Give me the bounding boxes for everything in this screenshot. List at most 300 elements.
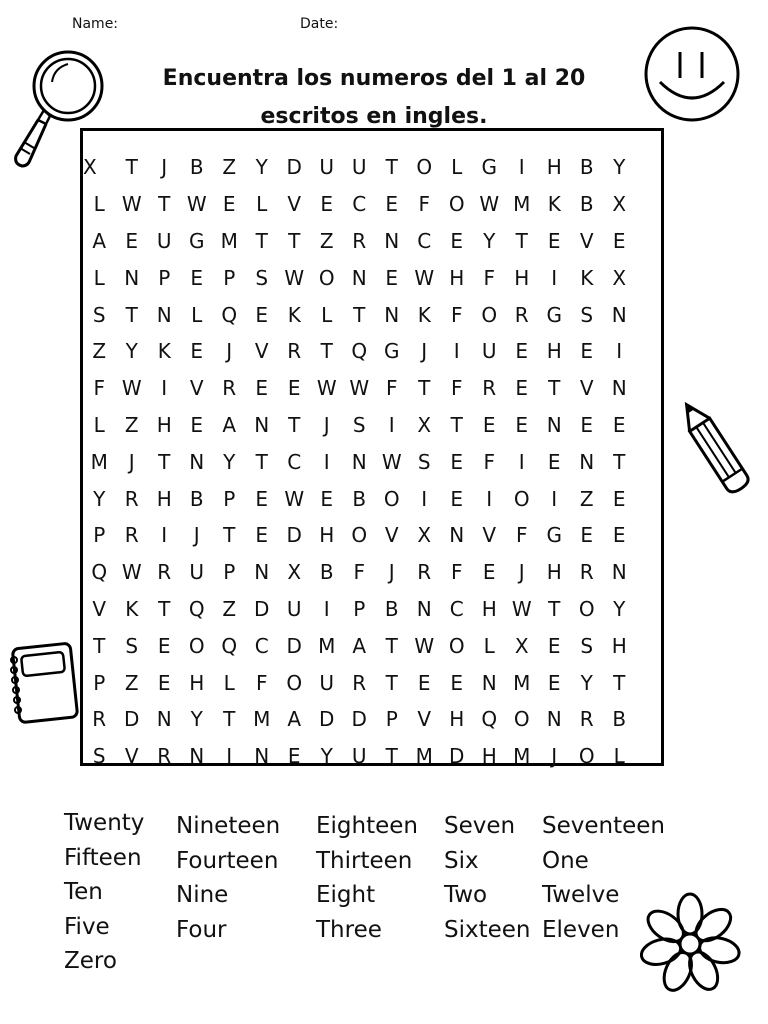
grid-letter[interactable]: O: [286, 670, 303, 695]
grid-letter[interactable]: G: [481, 155, 497, 180]
grid-letter[interactable]: K: [125, 596, 139, 621]
grid-letter[interactable]: Y: [255, 155, 268, 180]
grid-letter[interactable]: K: [287, 302, 301, 327]
grid-letter[interactable]: Q: [481, 707, 498, 732]
grid-letter[interactable]: G: [546, 523, 562, 548]
grid-letter[interactable]: E: [287, 744, 301, 769]
grid-letter[interactable]: H: [546, 339, 562, 364]
grid-letter[interactable]: H: [546, 155, 562, 180]
grid-letter[interactable]: B: [384, 596, 399, 621]
grid-letter[interactable]: T: [450, 412, 463, 437]
grid-letter[interactable]: N: [579, 449, 595, 474]
grid-letter[interactable]: N: [156, 707, 172, 732]
grid-letter[interactable]: S: [125, 633, 139, 658]
grid-letter[interactable]: J: [551, 744, 558, 769]
grid-letter[interactable]: W: [121, 560, 142, 585]
grid-letter[interactable]: E: [547, 228, 561, 253]
grid-letter[interactable]: E: [482, 560, 496, 585]
grid-letter[interactable]: D: [254, 596, 270, 621]
grid-letter[interactable]: Y: [93, 486, 106, 511]
grid-letter[interactable]: D: [286, 523, 302, 548]
grid-letter[interactable]: H: [514, 265, 530, 290]
grid-letter[interactable]: D: [351, 707, 367, 732]
grid-letter[interactable]: C: [254, 633, 269, 658]
grid-letter[interactable]: T: [125, 302, 138, 327]
grid-letter[interactable]: T: [255, 228, 268, 253]
grid-letter[interactable]: P: [223, 486, 236, 511]
grid-letter[interactable]: Q: [188, 596, 205, 621]
grid-letter[interactable]: Y: [483, 228, 496, 253]
grid-letter[interactable]: Y: [320, 744, 333, 769]
grid-letter[interactable]: V: [287, 192, 302, 217]
grid-letter[interactable]: B: [189, 155, 204, 180]
grid-letter[interactable]: J: [128, 449, 135, 474]
grid-letter[interactable]: E: [450, 449, 464, 474]
grid-letter[interactable]: E: [417, 670, 431, 695]
grid-letter[interactable]: M: [253, 707, 271, 732]
grid-letter[interactable]: N: [254, 744, 270, 769]
grid-letter[interactable]: I: [551, 265, 558, 290]
grid-letter[interactable]: C: [287, 449, 302, 474]
grid-letter[interactable]: O: [448, 633, 465, 658]
grid-letter[interactable]: Q: [91, 560, 108, 585]
grid-letter[interactable]: Y: [613, 596, 626, 621]
grid-letter[interactable]: I: [226, 744, 233, 769]
grid-letter[interactable]: N: [546, 707, 562, 732]
grid-letter[interactable]: V: [482, 523, 497, 548]
grid-letter[interactable]: E: [450, 670, 464, 695]
grid-letter[interactable]: R: [417, 560, 432, 585]
grid-letter[interactable]: S: [255, 265, 269, 290]
grid-letter[interactable]: N: [254, 412, 270, 437]
grid-letter[interactable]: W: [479, 192, 500, 217]
grid-letter[interactable]: T: [223, 707, 236, 732]
grid-letter[interactable]: I: [323, 596, 330, 621]
grid-letter[interactable]: L: [321, 302, 333, 327]
grid-letter[interactable]: O: [448, 192, 465, 217]
grid-letter[interactable]: A: [287, 707, 302, 732]
grid-letter[interactable]: H: [449, 707, 465, 732]
grid-letter[interactable]: L: [451, 155, 463, 180]
grid-letter[interactable]: W: [186, 192, 207, 217]
grid-letter[interactable]: D: [286, 633, 302, 658]
grid-letter[interactable]: E: [157, 633, 171, 658]
grid-letter[interactable]: T: [288, 228, 301, 253]
grid-letter[interactable]: X: [612, 192, 627, 217]
grid-letter[interactable]: L: [223, 670, 235, 695]
grid-letter[interactable]: D: [124, 707, 140, 732]
grid-letter[interactable]: E: [385, 265, 399, 290]
grid-letter[interactable]: E: [580, 523, 594, 548]
grid-letter[interactable]: T: [385, 670, 398, 695]
grid-letter[interactable]: F: [483, 449, 495, 474]
grid-letter[interactable]: S: [417, 449, 431, 474]
grid-letter[interactable]: L: [483, 633, 495, 658]
grid-letter[interactable]: P: [158, 265, 171, 290]
grid-letter[interactable]: I: [551, 486, 558, 511]
grid-letter[interactable]: W: [121, 376, 142, 401]
grid-letter[interactable]: E: [320, 486, 334, 511]
grid-letter[interactable]: D: [319, 707, 335, 732]
grid-letter[interactable]: B: [612, 707, 627, 732]
grid-letter[interactable]: H: [189, 670, 205, 695]
grid-letter[interactable]: I: [616, 339, 623, 364]
grid-letter[interactable]: U: [481, 339, 497, 364]
pencil-icon: [676, 392, 756, 508]
word-item: Fourteen: [176, 847, 279, 874]
grid-letter[interactable]: R: [352, 228, 367, 253]
grid-letter[interactable]: T: [613, 449, 626, 474]
grid-letter[interactable]: O: [416, 155, 433, 180]
grid-letter[interactable]: V: [189, 376, 204, 401]
grid-letter[interactable]: R: [124, 523, 139, 548]
grid-letter[interactable]: P: [93, 670, 106, 695]
grid-letter[interactable]: E: [157, 670, 171, 695]
grid-letter[interactable]: Z: [319, 228, 334, 253]
grid-letter[interactable]: T: [385, 744, 398, 769]
grid-letter[interactable]: E: [450, 228, 464, 253]
grid-letter[interactable]: O: [513, 707, 530, 732]
grid-letter[interactable]: W: [349, 376, 370, 401]
grid-letter[interactable]: Q: [221, 302, 238, 327]
grid-letter[interactable]: H: [156, 486, 172, 511]
grid-letter[interactable]: F: [385, 376, 398, 401]
grid-letter[interactable]: F: [450, 376, 463, 401]
grid-letter[interactable]: R: [579, 707, 594, 732]
grid-letter[interactable]: W: [284, 486, 305, 511]
notebook-icon: [4, 640, 80, 726]
grid-letter[interactable]: F: [255, 670, 268, 695]
grid-letter[interactable]: D: [286, 155, 302, 180]
word-column-4: [444, 809, 531, 947]
grid-letter[interactable]: K: [547, 192, 561, 217]
grid-letter[interactable]: R: [287, 339, 302, 364]
grid-letter[interactable]: H: [546, 560, 562, 585]
grid-letter[interactable]: M: [90, 449, 108, 474]
grid-letter[interactable]: I: [453, 339, 460, 364]
grid-letter[interactable]: I: [388, 412, 395, 437]
grid-letter[interactable]: R: [157, 744, 172, 769]
grid-letter[interactable]: E: [255, 486, 269, 511]
grid-letter[interactable]: J: [193, 523, 200, 548]
grid-letter[interactable]: E: [190, 339, 204, 364]
word-item: Nine: [176, 882, 229, 908]
grid-letter[interactable]: N: [481, 670, 497, 695]
grid-letter[interactable]: R: [92, 707, 107, 732]
grid-letter[interactable]: V: [417, 707, 432, 732]
grid-letter[interactable]: M: [220, 228, 238, 253]
grid-letter[interactable]: K: [417, 302, 431, 327]
grid-letter[interactable]: S: [580, 302, 594, 327]
grid-letter[interactable]: U: [286, 596, 302, 621]
grid-letter[interactable]: I: [161, 523, 168, 548]
grid-letter[interactable]: J: [226, 339, 233, 364]
grid-letter[interactable]: W: [414, 265, 435, 290]
grid-letter[interactable]: F: [93, 376, 105, 401]
flower-icon: [640, 886, 742, 996]
grid-letter[interactable]: O: [351, 523, 368, 548]
grid-letter[interactable]: F: [515, 523, 528, 548]
grid-letter[interactable]: N: [449, 523, 465, 548]
grid-letter[interactable]: Z: [124, 670, 139, 695]
word-item: Three: [316, 916, 382, 943]
grid-letter[interactable]: L: [613, 744, 625, 769]
grid-letter[interactable]: U: [351, 744, 367, 769]
grid-letter[interactable]: E: [547, 670, 561, 695]
grid-letter[interactable]: E: [482, 412, 496, 437]
grid-letter[interactable]: L: [256, 192, 268, 217]
grid-letter[interactable]: I: [161, 376, 168, 401]
grid-letter[interactable]: R: [352, 670, 367, 695]
grid-letter[interactable]: U: [319, 670, 335, 695]
grid-letter[interactable]: X: [287, 560, 302, 585]
grid-letter[interactable]: Z: [222, 155, 237, 180]
grid-letter[interactable]: J: [388, 560, 395, 585]
grid-letter[interactable]: R: [222, 376, 237, 401]
grid-letter[interactable]: E: [612, 412, 626, 437]
grid-letter[interactable]: N: [611, 376, 627, 401]
grid-letter[interactable]: N: [611, 302, 627, 327]
grid-letter[interactable]: T: [385, 633, 398, 658]
grid-letter[interactable]: T: [158, 192, 171, 217]
grid-letter[interactable]: C: [417, 228, 432, 253]
grid-letter[interactable]: I: [486, 486, 493, 511]
grid-letter[interactable]: J: [518, 560, 525, 585]
grid-letter[interactable]: Z: [222, 596, 237, 621]
grid-letter[interactable]: L: [93, 412, 105, 437]
grid-letter[interactable]: E: [612, 486, 626, 511]
grid-letter[interactable]: I: [518, 155, 525, 180]
grid-letter[interactable]: X: [83, 155, 97, 180]
grid-letter[interactable]: E: [125, 228, 139, 253]
grid-letter[interactable]: T: [288, 412, 301, 437]
grid-letter[interactable]: W: [284, 265, 305, 290]
grid-letter[interactable]: T: [223, 523, 236, 548]
grid-letter[interactable]: R: [579, 560, 594, 585]
grid-letter[interactable]: H: [319, 523, 335, 548]
grid-letter[interactable]: V: [92, 596, 107, 621]
grid-letter[interactable]: J: [421, 339, 428, 364]
grid-letter[interactable]: M: [513, 670, 531, 695]
grid-letter[interactable]: T: [548, 596, 561, 621]
grid-letter[interactable]: H: [156, 412, 172, 437]
grid-letter[interactable]: Y: [125, 339, 138, 364]
grid-letter[interactable]: P: [223, 265, 236, 290]
grid-letter[interactable]: B: [579, 155, 594, 180]
grid-letter[interactable]: E: [255, 376, 269, 401]
grid-letter[interactable]: U: [156, 228, 172, 253]
grid-letter[interactable]: Y: [613, 155, 626, 180]
grid-letter[interactable]: O: [513, 486, 530, 511]
grid-letter[interactable]: X: [417, 523, 432, 548]
grid-letter[interactable]: T: [158, 596, 171, 621]
grid-letter[interactable]: W: [511, 596, 532, 621]
grid-letter[interactable]: R: [124, 486, 139, 511]
grid-letter[interactable]: D: [449, 744, 465, 769]
grid-letter[interactable]: G: [189, 228, 205, 253]
grid-letter[interactable]: E: [385, 192, 399, 217]
word-item: Twenty: [64, 810, 145, 836]
grid-letter[interactable]: E: [255, 523, 269, 548]
grid-letter[interactable]: O: [578, 744, 595, 769]
grid-letter[interactable]: E: [612, 228, 626, 253]
grid-letter[interactable]: I: [421, 486, 428, 511]
grid-letter[interactable]: T: [548, 376, 561, 401]
grid-letter[interactable]: F: [450, 302, 463, 327]
grid-letter[interactable]: A: [352, 633, 367, 658]
grid-letter[interactable]: K: [580, 265, 594, 290]
grid-letter[interactable]: H: [611, 633, 627, 658]
grid-letter[interactable]: M: [513, 192, 531, 217]
grid-letter[interactable]: N: [384, 302, 400, 327]
grid-letter[interactable]: F: [450, 560, 463, 585]
grid-letter[interactable]: E: [515, 412, 529, 437]
grid-letter[interactable]: T: [353, 302, 366, 327]
grid-letter[interactable]: M: [513, 744, 531, 769]
grid-letter[interactable]: Q: [221, 633, 238, 658]
grid-letter[interactable]: V: [254, 339, 269, 364]
grid-letter[interactable]: J: [323, 412, 330, 437]
grid-letter[interactable]: Z: [92, 339, 107, 364]
grid-letter[interactable]: Y: [223, 449, 236, 474]
grid-letter[interactable]: E: [612, 523, 626, 548]
letter-grid: [83, 131, 636, 775]
grid-letter[interactable]: A: [92, 228, 107, 253]
grid-letter[interactable]: W: [316, 376, 337, 401]
grid-letter[interactable]: O: [318, 265, 335, 290]
grid-letter[interactable]: F: [418, 192, 430, 217]
grid-letter[interactable]: U: [351, 155, 367, 180]
grid-letter[interactable]: V: [579, 228, 594, 253]
grid-letter[interactable]: E: [515, 376, 529, 401]
grid-letter[interactable]: I: [518, 449, 525, 474]
grid-letter[interactable]: P: [353, 596, 366, 621]
grid-letter[interactable]: A: [222, 412, 237, 437]
grid-letter[interactable]: N: [156, 302, 172, 327]
grid-letter[interactable]: E: [547, 449, 561, 474]
grid-letter[interactable]: T: [93, 633, 106, 658]
grid-letter[interactable]: M: [415, 744, 433, 769]
grid-letter[interactable]: S: [92, 302, 106, 327]
grid-letter[interactable]: P: [385, 707, 398, 732]
grid-letter[interactable]: Q: [351, 339, 368, 364]
grid-letter[interactable]: Y: [580, 670, 593, 695]
grid-letter[interactable]: H: [481, 744, 497, 769]
grid-letter[interactable]: Y: [190, 707, 203, 732]
grid-letter[interactable]: F: [483, 265, 495, 290]
grid-letter[interactable]: V: [124, 744, 139, 769]
grid-letter[interactable]: G: [546, 302, 562, 327]
grid-letter[interactable]: R: [482, 376, 497, 401]
grid-letter[interactable]: B: [579, 192, 594, 217]
grid-letter[interactable]: E: [320, 192, 334, 217]
grid-letter[interactable]: E: [255, 302, 269, 327]
grid-letter[interactable]: U: [319, 155, 335, 180]
grid-letter[interactable]: O: [578, 596, 595, 621]
grid-letter[interactable]: I: [323, 449, 330, 474]
grid-letter[interactable]: S: [352, 412, 366, 437]
grid-letter[interactable]: T: [125, 155, 138, 180]
grid-letter[interactable]: E: [547, 633, 561, 658]
grid-letter[interactable]: N: [189, 744, 205, 769]
grid-letter[interactable]: W: [381, 449, 402, 474]
grid-letter[interactable]: N: [124, 265, 140, 290]
word-item: Two: [444, 882, 488, 908]
grid-letter[interactable]: N: [611, 560, 627, 585]
word-item: Thirteen: [316, 847, 413, 874]
grid-letter[interactable]: N: [189, 449, 205, 474]
grid-letter[interactable]: C: [352, 192, 367, 217]
grid-letter[interactable]: S: [92, 744, 106, 769]
grid-letter[interactable]: O: [481, 302, 498, 327]
grid-letter[interactable]: X: [612, 265, 627, 290]
grid-letter[interactable]: N: [351, 265, 367, 290]
grid-letter[interactable]: L: [191, 302, 203, 327]
grid-letter[interactable]: P: [93, 523, 106, 548]
grid-letter[interactable]: T: [255, 449, 268, 474]
grid-letter[interactable]: B: [352, 486, 367, 511]
grid-letter[interactable]: H: [449, 265, 465, 290]
grid-letter[interactable]: J: [161, 155, 168, 180]
grid-letter[interactable]: E: [580, 339, 594, 364]
grid-letter[interactable]: E: [450, 486, 464, 511]
grid-letter[interactable]: T: [613, 670, 626, 695]
grid-letter[interactable]: P: [223, 560, 236, 585]
grid-letter[interactable]: E: [190, 265, 204, 290]
grid-letter[interactable]: B: [319, 560, 334, 585]
grid-letter[interactable]: Z: [124, 412, 139, 437]
grid-letter[interactable]: E: [287, 376, 301, 401]
grid-letter[interactable]: R: [514, 302, 529, 327]
grid-letter[interactable]: O: [383, 486, 400, 511]
grid-letter[interactable]: T: [418, 376, 431, 401]
grid-letter[interactable]: C: [449, 596, 464, 621]
grid-letter[interactable]: R: [157, 560, 172, 585]
grid-letter[interactable]: N: [351, 449, 367, 474]
grid-letter[interactable]: E: [515, 339, 529, 364]
grid-letter[interactable]: W: [414, 633, 435, 658]
grid-letter[interactable]: X: [514, 633, 529, 658]
grid-letter[interactable]: H: [481, 596, 497, 621]
grid-letter[interactable]: V: [579, 376, 594, 401]
grid-letter[interactable]: W: [121, 192, 142, 217]
grid-letter[interactable]: T: [385, 155, 398, 180]
grid-letter[interactable]: G: [384, 339, 400, 364]
grid-letter[interactable]: T: [515, 228, 528, 253]
grid-letter[interactable]: N: [546, 412, 562, 437]
grid-letter[interactable]: L: [93, 192, 105, 217]
grid-letter[interactable]: N: [416, 596, 432, 621]
grid-letter[interactable]: N: [384, 228, 400, 253]
grid-letter[interactable]: U: [189, 560, 205, 585]
grid-letter[interactable]: V: [384, 523, 399, 548]
grid-letter[interactable]: Z: [579, 486, 594, 511]
grid-letter[interactable]: O: [188, 633, 205, 658]
grid-letter[interactable]: T: [158, 449, 171, 474]
grid-letter[interactable]: F: [353, 560, 365, 585]
grid-letter[interactable]: E: [222, 192, 236, 217]
grid-letter[interactable]: N: [254, 560, 270, 585]
grid-letter[interactable]: M: [318, 633, 336, 658]
grid-letter[interactable]: S: [580, 633, 594, 658]
grid-letter[interactable]: T: [320, 339, 333, 364]
grid-letter[interactable]: E: [580, 412, 594, 437]
grid-letter[interactable]: X: [417, 412, 432, 437]
grid-letter[interactable]: B: [189, 486, 204, 511]
grid-letter[interactable]: E: [190, 412, 204, 437]
grid-letter[interactable]: L: [93, 265, 105, 290]
grid-letter[interactable]: K: [157, 339, 171, 364]
